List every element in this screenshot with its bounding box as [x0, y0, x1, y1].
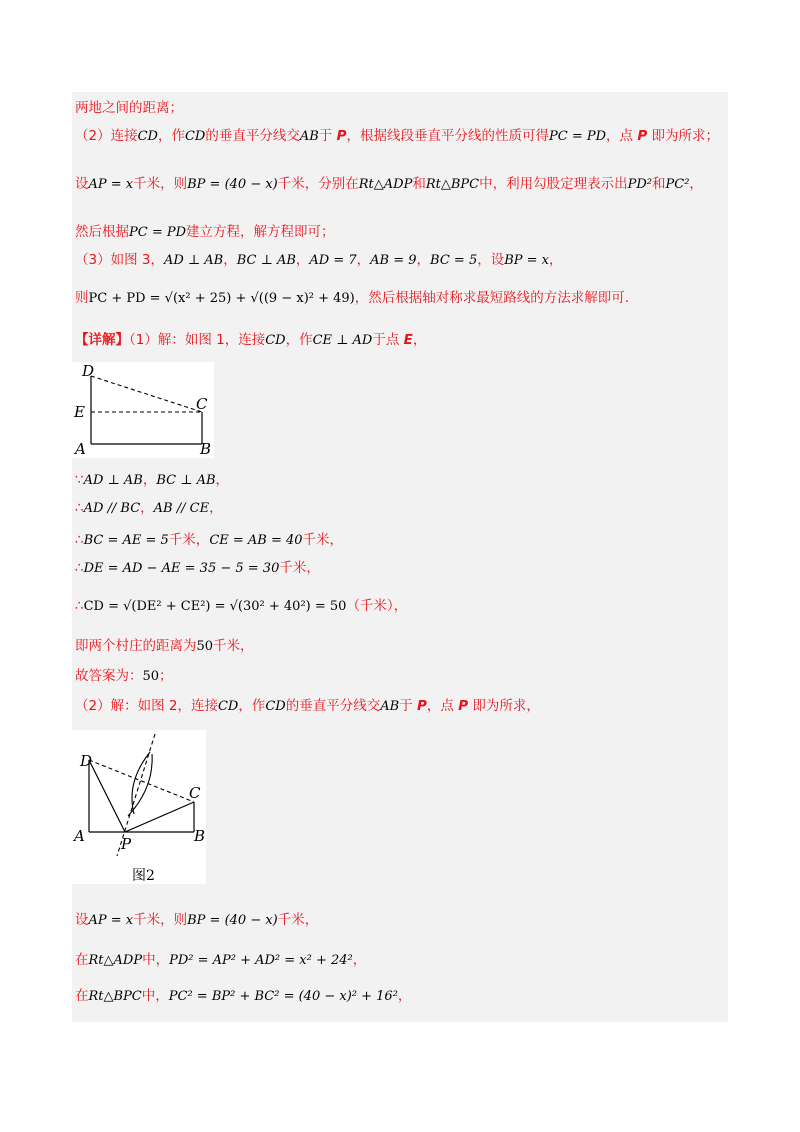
text-line-14 — [75, 666, 173, 687]
text: ； — [159, 668, 173, 684]
math: Rt△BPC — [88, 989, 142, 1004]
section-heading: 【详解】 — [75, 332, 129, 348]
text: ，根据线段垂直平分线的性质可得 — [346, 128, 549, 144]
math: 50 — [196, 639, 214, 654]
label-p: P — [121, 835, 132, 853]
text: 即为所求； — [647, 128, 720, 144]
label-b: B — [194, 827, 206, 845]
construction-arc-left — [132, 752, 150, 814]
figure-2-diagram — [72, 730, 206, 884]
math: BC ⊥ AB — [156, 473, 216, 488]
text-line-2 — [75, 126, 719, 147]
math: AB = 9 — [370, 253, 417, 268]
text-line-1 — [75, 98, 183, 118]
math: BP = (40 − x) — [187, 177, 278, 192]
math: CD = √(DE² + CE²) = √(30² + 40²) = 50 — [83, 599, 347, 614]
math: PC = PD — [549, 129, 607, 144]
text: ∴ — [75, 500, 84, 516]
text-line-15 — [75, 696, 540, 717]
text-line-13 — [75, 636, 254, 657]
text: 建立方程，解方程即可； — [186, 224, 335, 240]
math: BP = x — [504, 253, 550, 268]
text: 中， — [141, 988, 169, 1004]
label-a: A — [74, 827, 85, 845]
text: ， — [689, 176, 703, 192]
text: ∴ — [75, 598, 84, 614]
text: 的垂直平分线交 — [205, 128, 300, 144]
segment-dc — [89, 760, 194, 802]
text: ， — [416, 252, 431, 268]
text: ∴ — [75, 560, 84, 576]
text: ， — [352, 952, 367, 968]
text: 设 — [75, 912, 89, 928]
text-line-10 — [75, 530, 343, 551]
text-line-8 — [75, 470, 229, 491]
text: ，作 — [285, 332, 313, 348]
math: BC = AE = 5 — [83, 533, 169, 548]
text: （千米）， — [346, 598, 408, 614]
math: CD — [265, 333, 286, 348]
text: 则 — [75, 290, 89, 306]
text: ，作 — [157, 128, 185, 144]
text: ∵ — [75, 472, 84, 488]
text: 在 — [75, 988, 89, 1004]
label-d: D — [80, 752, 93, 770]
segment-dp — [89, 760, 125, 832]
text: （1）解：如图 1，连接 — [129, 332, 266, 348]
math: PC = PD — [129, 225, 187, 240]
figure-1-diagram — [72, 362, 214, 458]
math: PD² — [627, 177, 652, 192]
text: ， — [223, 252, 237, 268]
text: 于 — [318, 128, 337, 144]
text: ， — [209, 500, 223, 516]
text: 和 — [412, 176, 426, 192]
math: AD // BC — [83, 501, 141, 516]
text: 故答案为： — [75, 668, 143, 684]
math: CD — [137, 129, 158, 144]
text-line-16 — [75, 910, 318, 931]
math: AB // CE — [153, 501, 210, 516]
math: CD — [184, 129, 206, 144]
label-c: C — [196, 395, 208, 413]
text: ， — [412, 332, 427, 348]
text: ∴ — [75, 532, 84, 548]
text-line-9 — [75, 498, 223, 519]
text-line-7 — [75, 330, 426, 351]
text: 和 — [652, 176, 666, 192]
math: AB — [299, 129, 319, 144]
text: （3）如图 3， — [75, 252, 164, 268]
text-line-4 — [75, 222, 335, 243]
math: Rt△ADP — [88, 953, 143, 968]
construction-arc-right — [128, 754, 152, 816]
text: 中，利用勾股定理表示出 — [479, 176, 628, 192]
text: 千米， — [168, 532, 210, 548]
math: DE = AD − AE = 35 − 5 = 30 — [83, 561, 280, 576]
text: ，点 — [426, 698, 459, 714]
math: PC² — [665, 177, 690, 192]
point-label: P — [458, 698, 469, 714]
math: AP = x — [88, 913, 134, 928]
math: Rt△ADP — [358, 177, 413, 192]
math: CD — [265, 699, 286, 714]
point-label: E — [403, 332, 413, 348]
math: CD — [217, 699, 239, 714]
label-a: A — [75, 440, 86, 458]
math: CE ⊥ AD — [312, 333, 373, 348]
point-label: P — [637, 128, 648, 144]
text: ， — [397, 988, 412, 1004]
math: AD = 7 — [309, 253, 357, 268]
point-label: P — [416, 698, 427, 714]
text: 即为所求， — [468, 698, 540, 714]
text: ， — [142, 472, 157, 488]
text: ，作 — [238, 698, 266, 714]
math: AD ⊥ AB — [83, 473, 143, 488]
text: ， — [549, 252, 563, 268]
math: AP = x — [88, 177, 134, 192]
text: 千米，则 — [133, 176, 188, 192]
math: AB — [380, 699, 400, 714]
text: ，点 — [606, 128, 638, 144]
text: 即两个村庄的距离为 — [75, 638, 197, 654]
text: 然后根据 — [75, 224, 129, 240]
text: 千米， — [213, 638, 254, 654]
math: PD² = AP² + AD² = x² + 24² — [169, 953, 353, 968]
math: Rt△BPC — [425, 177, 480, 192]
text-line-17 — [75, 950, 366, 971]
text: 中， — [142, 952, 170, 968]
label-d: D — [82, 362, 95, 380]
text: 于点 — [372, 332, 404, 348]
text: 设 — [75, 176, 89, 192]
text: ， — [215, 472, 230, 488]
text: ，然后根据轴对称求最短路线的方法求解即可. — [354, 290, 630, 306]
text: 千米， — [277, 912, 319, 928]
text-line-11 — [75, 558, 320, 579]
label-e: E — [74, 403, 85, 421]
math: BP = (40 − x) — [187, 913, 278, 928]
math: CE = AB = 40 — [209, 533, 303, 548]
text: 于 — [399, 698, 417, 714]
math: BC = 5 — [430, 253, 478, 268]
text-line-6 — [75, 288, 629, 309]
figure-2 — [72, 730, 206, 884]
math: PC + PD = √(x² + 25) + √((9 − x)² + 49) — [88, 291, 355, 306]
math: 50 — [142, 669, 160, 684]
math: AD ⊥ AB — [163, 253, 224, 268]
text: 在 — [75, 952, 89, 968]
point-label: P — [336, 128, 347, 144]
text-line-5 — [75, 250, 563, 271]
figure-1 — [72, 362, 214, 458]
math: BC ⊥ AB — [236, 253, 296, 268]
text: 千米，则 — [133, 912, 188, 928]
text: ， — [295, 252, 310, 268]
label-c: C — [189, 784, 201, 802]
text: （2）解：如图 2，连接 — [75, 698, 218, 714]
text: ， — [356, 252, 371, 268]
text: （2）连接 — [75, 128, 138, 144]
text-line-12 — [75, 596, 407, 617]
text: 千米，分别在 — [277, 176, 359, 192]
text: 两地之间的距离； — [75, 100, 183, 116]
text: 的垂直平分线交 — [285, 698, 381, 714]
segment-dc — [91, 376, 202, 412]
text: 千米， — [279, 560, 320, 576]
text: ，设 — [477, 252, 505, 268]
figure-caption: 图2 — [132, 868, 155, 884]
label-b: B — [200, 440, 212, 458]
text: 千米， — [302, 532, 344, 548]
text-line-18 — [75, 986, 411, 1007]
text-line-3 — [75, 174, 703, 195]
text: ， — [140, 500, 154, 516]
math: PC² = BP² + BC² = (40 − x)² + 16² — [168, 989, 398, 1004]
